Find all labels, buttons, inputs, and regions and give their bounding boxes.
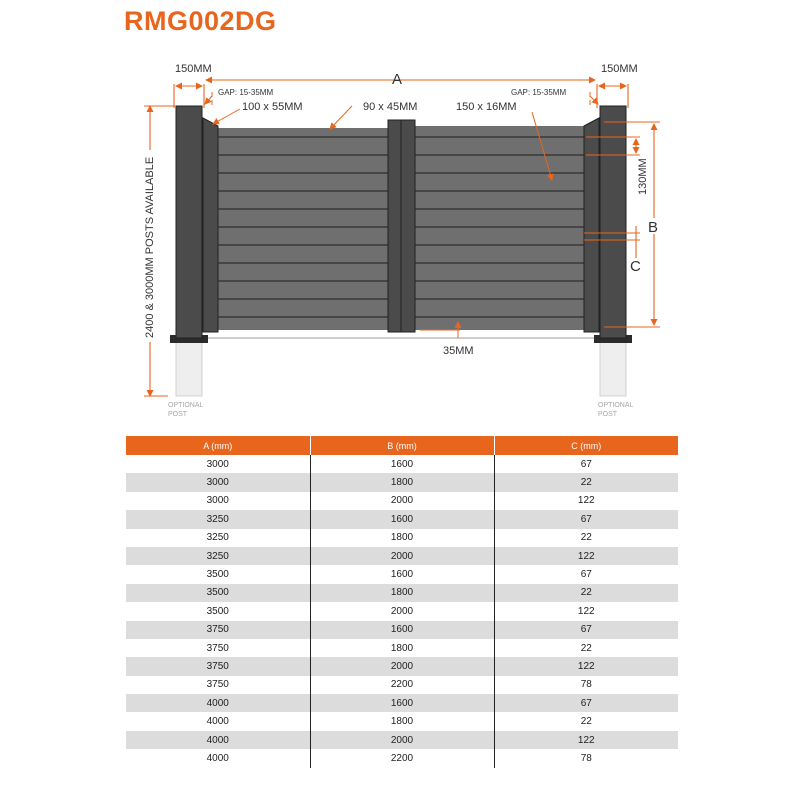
table-cell-b: 1600 [310, 621, 494, 639]
optional-post-right [600, 342, 626, 396]
table-row [126, 657, 678, 675]
table-cell-c: 67 [494, 565, 678, 583]
table-cell-a: 3250 [126, 547, 310, 565]
table-cell-b: 1600 [310, 510, 494, 528]
header-b: B (mm) [310, 436, 494, 455]
table-cell-a: 3750 [126, 621, 310, 639]
table-row [126, 639, 678, 657]
frame-size-label: 100 x 55MM [242, 101, 303, 113]
table-cell-b: 1800 [310, 529, 494, 547]
optional-post-right-label-2: POST [598, 411, 618, 418]
table-cell-a: 3000 [126, 455, 310, 473]
table-cell-a: 3250 [126, 510, 310, 528]
table-cell-b: 1600 [310, 694, 494, 712]
table-cell-c: 22 [494, 473, 678, 491]
gate-frame-left [203, 118, 218, 332]
table-cell-c: 22 [494, 584, 678, 602]
gate-frame-right [584, 118, 599, 332]
table-row [126, 731, 678, 749]
table-cell-a: 3750 [126, 657, 310, 675]
table-row [126, 529, 678, 547]
gate-leaf-left [216, 128, 388, 330]
table-header-row [126, 436, 678, 455]
gate-leaf-right [414, 126, 586, 330]
table-cell-a: 3500 [126, 584, 310, 602]
slat-size-label: 150 x 16MM [456, 101, 517, 113]
table-cell-b: 2000 [310, 547, 494, 565]
gap-right-label: GAP: 15-35MM [511, 88, 567, 97]
dim-a-label: A [392, 71, 403, 88]
table-cell-a: 3750 [126, 676, 310, 694]
table-row [126, 510, 678, 528]
table-cell-c: 122 [494, 657, 678, 675]
header-c: C (mm) [494, 436, 678, 455]
table-cell-c: 78 [494, 676, 678, 694]
product-title: RMG002DG [124, 6, 277, 36]
table-row [126, 749, 678, 767]
table-cell-c: 67 [494, 510, 678, 528]
table-row [126, 547, 678, 565]
table-row [126, 694, 678, 712]
table-row [126, 584, 678, 602]
centre-post-left [388, 120, 402, 332]
table-row [126, 565, 678, 583]
centre-post-right [401, 120, 415, 332]
table-cell-c: 22 [494, 529, 678, 547]
table-cell-c: 122 [494, 547, 678, 565]
header-a: A (mm) [126, 436, 310, 455]
table-cell-b: 1800 [310, 712, 494, 730]
posts-available-note: 2400 & 3000MM POSTS AVAILABLE [144, 156, 156, 338]
table-row [126, 602, 678, 620]
table-cell-b: 2200 [310, 676, 494, 694]
table-cell-a: 4000 [126, 731, 310, 749]
table-cell-b: 1600 [310, 455, 494, 473]
ground-gap-label: 35MM [443, 345, 474, 357]
table-cell-c: 67 [494, 694, 678, 712]
table-cell-a: 4000 [126, 712, 310, 730]
table-cell-a: 3000 [126, 473, 310, 491]
table-cell-b: 2000 [310, 602, 494, 620]
table-row [126, 712, 678, 730]
table-cell-c: 78 [494, 749, 678, 767]
table-cell-a: 3500 [126, 602, 310, 620]
optional-post-left-label-2: POST [168, 411, 188, 418]
table-cell-c: 67 [494, 621, 678, 639]
optional-post-left [176, 342, 202, 396]
table-cell-a: 4000 [126, 749, 310, 767]
table-cell-b: 1800 [310, 639, 494, 657]
table-cell-b: 2000 [310, 657, 494, 675]
optional-post-right-label-1: OPTIONAL [598, 402, 634, 409]
post-width-right-label: 150MM [601, 63, 638, 75]
table-cell-b: 1800 [310, 473, 494, 491]
table-body [126, 455, 678, 768]
table-row [126, 621, 678, 639]
table-row [126, 676, 678, 694]
table-cell-b: 2000 [310, 492, 494, 510]
table-cell-b: 2200 [310, 749, 494, 767]
table-row [126, 473, 678, 491]
table-cell-c: 122 [494, 731, 678, 749]
table-cell-c: 22 [494, 712, 678, 730]
table-cell-a: 3000 [126, 492, 310, 510]
optional-post-left-label-1: OPTIONAL [168, 402, 204, 409]
post-left [176, 106, 202, 338]
post-right [600, 106, 626, 338]
dim-c-label: C [630, 258, 641, 275]
table-cell-a: 3250 [126, 529, 310, 547]
table-cell-a: 3500 [126, 565, 310, 583]
dimension-table [126, 436, 678, 768]
table-cell-b: 2000 [310, 731, 494, 749]
table-cell-c: 22 [494, 639, 678, 657]
post-width-left-label: 150MM [175, 63, 212, 75]
dim-b-label: B [648, 219, 659, 236]
table-cell-a: 3750 [126, 639, 310, 657]
gap-left-label: GAP: 15-35MM [218, 88, 274, 97]
table-cell-a: 4000 [126, 694, 310, 712]
table-row [126, 492, 678, 510]
table-cell-c: 122 [494, 492, 678, 510]
table-cell-b: 1600 [310, 565, 494, 583]
table-cell-b: 1800 [310, 584, 494, 602]
centre-post-size-label: 90 x 45MM [363, 101, 418, 113]
table-cell-c: 67 [494, 455, 678, 473]
slat-height-label: 130MM [637, 158, 649, 195]
table-row [126, 455, 678, 473]
table-cell-c: 122 [494, 602, 678, 620]
